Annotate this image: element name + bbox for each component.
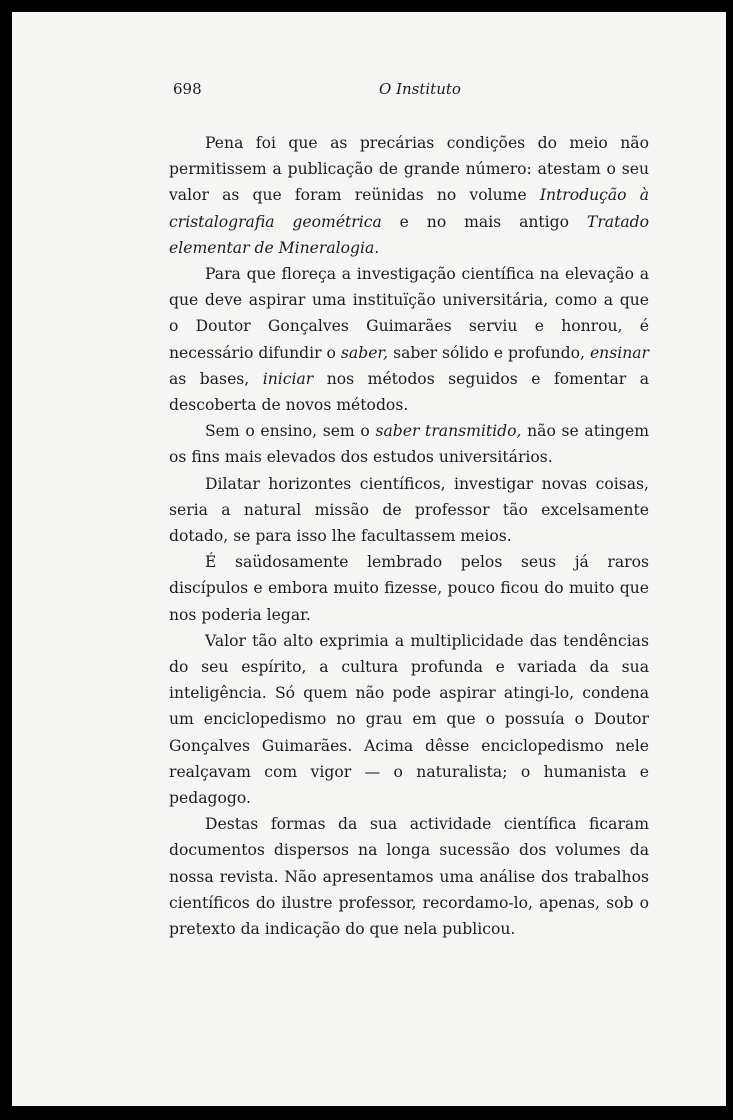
paragraph: Destas formas da sua actividade científica ficaram documentos dispersos na longa sucessão dos volumes da nossa revista. Não apresentamos uma análise dos trabalhos científicos do ilustre professor, recordamo-lo, apenas, sob o pretexto da indicação do que nela publicou. xyxy=(169,815,649,939)
page-number: 698 xyxy=(173,80,202,98)
paragraph: Valor tão alto exprimia a multiplicidade das tendências do seu espírito, a cultura profunda e variada da sua inteligência. Só quem não pode aspirar atingi-lo, condena um enciclopedismo no grau em que o possuía o Doutor Gonçalves Guimarães. Acima dêsse enciclopedismo nele realçavam com vigor — o naturalista; o humanista e pedagogo. xyxy=(169,631,649,808)
paragraph: Pena foi que as precárias condições do meio não permitissem a publicação de grande número: atestam o seu valor as que foram reünidas no volume Introdução à cristalografia geométrica e no mais antigo Tratado elementar de Mineralogia. xyxy=(169,134,650,257)
page-header xyxy=(169,80,649,102)
page-scan xyxy=(12,12,726,1106)
paragraph: É saüdosamente lembrado pelos seus já raros discípulos e embora muito fizesse, pouco ficou do muito que nos poderia legar. xyxy=(169,553,649,624)
body-text xyxy=(169,130,649,942)
paragraph: Para que floreça a investigação científica na elevação a que deve aspirar uma instituïção universitária, como a que o Doutor Gonçalves Guimarães serviu e honrou, é necessário difundir o saber, saber sólido e profundo, ensinar as bases, iniciar nos métodos seguidos e fomentar a descoberta de novos métodos. xyxy=(169,265,650,415)
paragraph: Dilatar horizontes científicos, investigar novas coisas, seria a natural missão de professor tão excelsamente dotado, se para isso lhe facultassem meios. xyxy=(169,474,649,546)
paragraph: Sem o ensino, sem o saber transmitido, não se atingem os fins mais elevados dos estudos universitários. xyxy=(169,422,650,467)
running-title: O Instituto xyxy=(379,80,461,98)
